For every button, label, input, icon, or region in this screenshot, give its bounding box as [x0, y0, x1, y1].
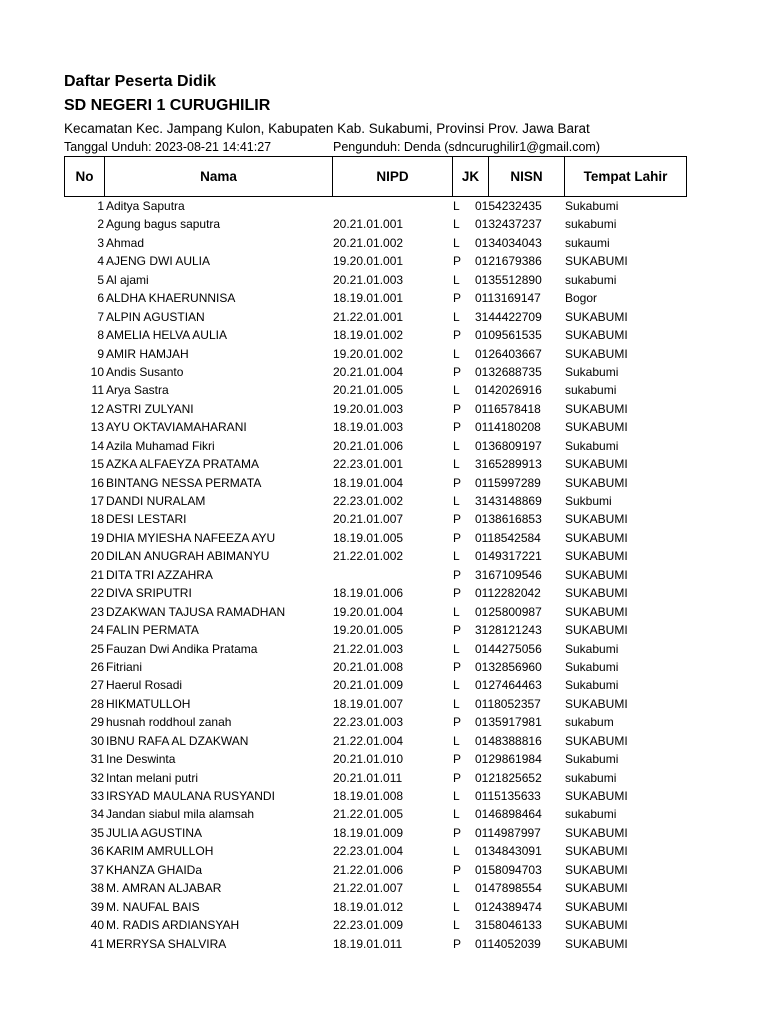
table-header — [64, 156, 687, 197]
cell-no: 2 — [97, 217, 104, 232]
cell-nama: AJENG DWI AULIA — [106, 254, 211, 269]
cell-jk: L — [453, 217, 460, 232]
cell-jk: L — [453, 844, 460, 859]
cell-nama: Jandan siabul mila alamsah — [106, 807, 255, 822]
table-body — [64, 197, 687, 953]
table-row — [64, 842, 687, 860]
cell-jk: P — [453, 623, 462, 638]
location-line: Kecamatan Kec. Jampang Kulon, Kabupaten Kab. Sukabumi, Provinsi Prov. Jawa Barat — [64, 121, 590, 136]
cell-no: 15 — [90, 457, 104, 472]
cell-nama: DITA TRI AZZAHRA — [106, 567, 213, 582]
cell-tempat-lahir: SUKABUMI — [565, 567, 628, 582]
table-row — [64, 695, 687, 713]
cell-no: 40 — [90, 918, 104, 933]
cell-nisn: 0129861984 — [475, 752, 542, 767]
cell-nipd: 20.21.01.001 — [333, 217, 404, 232]
cell-nama: FALIN PERMATA — [106, 623, 199, 638]
header-no: No — [65, 157, 105, 196]
cell-nipd: 18.19.01.008 — [333, 789, 404, 803]
cell-nipd: 18.19.01.005 — [333, 530, 404, 545]
cell-no: 7 — [97, 309, 104, 324]
table-row — [64, 805, 687, 823]
cell-jk: L — [453, 457, 460, 472]
cell-nisn: 0115135633 — [475, 789, 541, 803]
cell-no: 22 — [90, 586, 104, 601]
cell-nipd: 18.19.01.004 — [333, 475, 404, 490]
cell-tempat-lahir: SUKABUMI — [565, 309, 628, 324]
cell-nama: KARIM AMRULLOH — [106, 844, 214, 859]
cell-nipd: 22.23.01.004 — [333, 844, 404, 859]
table-row — [64, 824, 687, 842]
cell-nama: M. AMRAN ALJABAR — [106, 881, 222, 896]
table-row — [64, 787, 687, 805]
cell-nipd: 18.19.01.012 — [333, 899, 404, 914]
cell-jk: P — [453, 770, 462, 785]
cell-nisn: 0124389474 — [475, 899, 542, 914]
header-nipd: NIPD — [333, 157, 453, 196]
cell-no: 10 — [90, 364, 104, 379]
cell-nisn: 0132856960 — [475, 659, 542, 674]
cell-jk: L — [453, 881, 460, 896]
cell-nisn: 0114987997 — [475, 825, 541, 840]
cell-jk: L — [453, 789, 460, 803]
cell-tempat-lahir: SUKABUMI — [565, 696, 628, 711]
cell-jk: L — [453, 383, 460, 398]
cell-nipd: 21.22.01.003 — [333, 641, 404, 656]
cell-nisn: 0118542584 — [475, 530, 541, 545]
cell-nama: Agung bagus saputra — [106, 217, 221, 232]
cell-no: 21 — [90, 567, 104, 582]
cell-nipd: 22.23.01.003 — [333, 715, 404, 730]
cell-jk: L — [453, 346, 460, 361]
cell-nama: M. NAUFAL BAIS — [106, 899, 200, 914]
cell-nama: JULIA AGUSTINA — [106, 825, 203, 840]
cell-tempat-lahir: sukabum — [565, 715, 614, 730]
cell-jk: L — [453, 899, 460, 914]
cell-nama: AYU OKTAVIAMAHARANI — [106, 420, 247, 435]
cell-nama: Arya Sastra — [106, 383, 169, 398]
table-row — [64, 529, 687, 547]
cell-nama: MERRYSA SHALVIRA — [106, 936, 227, 951]
cell-nipd: 18.19.01.001 — [333, 291, 404, 306]
cell-no: 38 — [90, 881, 104, 896]
cell-tempat-lahir: Sukabumi — [565, 752, 619, 767]
table-row — [64, 732, 687, 750]
table-row — [64, 935, 687, 953]
cell-nama: husnah roddhoul zanah — [106, 715, 232, 730]
cell-nipd: 18.19.01.009 — [333, 825, 404, 840]
cell-nipd: 19.20.01.004 — [333, 604, 404, 619]
cell-nipd: 19.20.01.005 — [333, 623, 404, 638]
cell-nama: Ahmad — [106, 235, 145, 250]
cell-tempat-lahir: SUKABUMI — [565, 475, 628, 490]
cell-nipd: 20.21.01.002 — [333, 235, 404, 250]
cell-nisn: 3143148869 — [475, 494, 542, 508]
cell-tempat-lahir: SUKABUMI — [565, 401, 628, 416]
cell-tempat-lahir: SUKABUMI — [565, 604, 628, 619]
cell-nipd: 18.19.01.006 — [333, 586, 404, 601]
cell-nama: Azila Muhamad Fikri — [106, 438, 215, 453]
cell-nama: IRSYAD MAULANA RUSYANDI — [106, 789, 275, 803]
cell-nisn: 0121825652 — [475, 770, 542, 785]
cell-jk: P — [453, 254, 462, 269]
cell-nisn: 3165289913 — [475, 457, 542, 472]
cell-tempat-lahir: sukabumi — [565, 272, 617, 287]
cell-nipd: 20.21.01.008 — [333, 659, 404, 674]
cell-tempat-lahir: SUKABUMI — [565, 457, 628, 472]
cell-nisn: 0138616853 — [475, 512, 542, 527]
table-row — [64, 566, 687, 584]
download-date: Tanggal Unduh: 2023-08-21 14:41:27 — [64, 140, 272, 154]
cell-jk: P — [453, 752, 462, 767]
cell-jk: P — [453, 659, 462, 674]
table-row — [64, 271, 687, 289]
cell-tempat-lahir: SUKABUMI — [565, 254, 628, 269]
table-row — [64, 676, 687, 694]
cell-tempat-lahir: SUKABUMI — [565, 346, 628, 361]
table-row — [64, 603, 687, 621]
cell-no: 30 — [90, 733, 104, 748]
table-row — [64, 234, 687, 252]
cell-tempat-lahir: sukaumi — [565, 235, 610, 250]
cell-tempat-lahir: SUKABUMI — [565, 918, 628, 933]
header-nama: Nama — [105, 157, 333, 196]
cell-tempat-lahir: Sukbumi — [565, 494, 612, 508]
cell-nipd: 19.20.01.003 — [333, 401, 404, 416]
cell-no: 24 — [90, 623, 104, 638]
cell-jk: L — [453, 807, 460, 822]
cell-no: 17 — [90, 494, 104, 508]
table-row — [64, 713, 687, 731]
cell-nipd: 18.19.01.011 — [333, 936, 403, 951]
cell-tempat-lahir: sukabumi — [565, 770, 617, 785]
cell-nisn: 0109561535 — [475, 328, 542, 343]
cell-nipd: 20.21.01.003 — [333, 272, 404, 287]
cell-tempat-lahir: SUKABUMI — [565, 512, 628, 527]
cell-no: 19 — [90, 530, 104, 545]
cell-jk: L — [453, 494, 460, 508]
cell-nama: Aditya Saputra — [106, 199, 185, 213]
cell-jk: L — [453, 309, 460, 324]
cell-nisn: 3144422709 — [475, 309, 542, 324]
cell-jk: L — [453, 678, 460, 693]
cell-tempat-lahir: SUKABUMI — [565, 733, 628, 748]
table-row — [64, 492, 687, 510]
cell-jk: P — [453, 715, 462, 730]
cell-no: 34 — [90, 807, 104, 822]
cell-jk: L — [453, 696, 460, 711]
cell-jk: P — [453, 475, 462, 490]
cell-tempat-lahir: SUKABUMI — [565, 549, 628, 564]
cell-no: 25 — [90, 641, 104, 656]
cell-jk: P — [453, 586, 462, 601]
cell-jk: P — [453, 530, 462, 545]
cell-tempat-lahir: Sukabumi — [565, 199, 619, 213]
cell-nisn: 0121679386 — [475, 254, 542, 269]
header-tempat-lahir: Tempat Lahir — [583, 169, 668, 184]
cell-jk: P — [453, 420, 462, 435]
cell-tempat-lahir: SUKABUMI — [565, 530, 628, 545]
cell-no: 12 — [90, 401, 104, 416]
table-row — [64, 547, 687, 565]
cell-jk: P — [453, 512, 462, 527]
downloader: Pengunduh: Denda (sdncurughilir1@gmail.com) — [333, 140, 600, 154]
cell-nama: Haerul Rosadi — [106, 678, 183, 693]
cell-no: 11 — [91, 383, 104, 398]
table-row — [64, 326, 687, 344]
cell-nisn: 0142026916 — [475, 383, 542, 398]
cell-nipd: 20.21.01.007 — [333, 512, 404, 527]
cell-jk: L — [453, 549, 460, 564]
cell-jk: L — [453, 272, 460, 287]
table-row — [64, 381, 687, 399]
cell-nisn: 0132437237 — [475, 217, 542, 232]
cell-tempat-lahir: SUKABUMI — [565, 862, 628, 877]
cell-tempat-lahir: Sukabumi — [565, 438, 619, 453]
cell-jk: L — [453, 641, 460, 656]
cell-nisn: 0147898554 — [475, 881, 542, 896]
cell-nisn: 0114052039 — [475, 936, 541, 951]
table-row — [64, 861, 687, 879]
cell-nipd: 21.22.01.004 — [333, 733, 404, 748]
cell-tempat-lahir: SUKABUMI — [565, 623, 628, 638]
cell-tempat-lahir: SUKABUMI — [565, 899, 628, 914]
cell-nama: ALDHA KHAERUNNISA — [106, 291, 236, 306]
cell-tempat-lahir: Sukabumi — [565, 641, 619, 656]
cell-no: 29 — [90, 715, 104, 730]
cell-no: 31 — [90, 752, 104, 767]
table-row — [64, 308, 687, 326]
table-row — [64, 474, 687, 492]
cell-nisn: 0158094703 — [475, 862, 542, 877]
cell-jk: P — [453, 401, 462, 416]
cell-jk: L — [453, 733, 460, 748]
table-row — [64, 363, 687, 381]
cell-nama: ALPIN AGUSTIAN — [106, 309, 205, 324]
table-row — [64, 455, 687, 473]
cell-tempat-lahir: SUKABUMI — [565, 789, 628, 803]
table-row — [64, 879, 687, 897]
cell-nisn: 0132688735 — [475, 364, 542, 379]
cell-nipd: 18.19.01.002 — [333, 328, 404, 343]
cell-nipd: 20.21.01.011 — [333, 770, 403, 785]
cell-nisn: 0154232435 — [475, 199, 542, 213]
cell-jk: L — [453, 438, 460, 453]
header-jk: JK — [453, 157, 489, 196]
cell-nama: DIVA SRIPUTRI — [106, 586, 192, 601]
cell-nipd: 22.23.01.002 — [333, 494, 404, 508]
cell-nama: AMIR HAMJAH — [106, 346, 189, 361]
cell-nipd: 21.22.01.002 — [333, 549, 404, 564]
cell-no: 23 — [90, 604, 104, 619]
cell-nama: Ine Deswinta — [106, 752, 176, 767]
cell-no: 37 — [90, 862, 104, 877]
cell-nama: AZKA ALFAEYZA PRATAMA — [106, 457, 259, 472]
table-row — [64, 584, 687, 602]
cell-nipd: 18.19.01.003 — [333, 420, 404, 435]
cell-no: 28 — [90, 696, 104, 711]
cell-nisn: 0149317221 — [475, 549, 542, 564]
cell-jk: P — [453, 328, 462, 343]
cell-tempat-lahir: Sukabumi — [565, 659, 619, 674]
cell-no: 41 — [90, 936, 104, 951]
cell-no: 35 — [90, 825, 104, 840]
cell-nisn: 0116578418 — [475, 401, 541, 416]
cell-no: 14 — [90, 438, 104, 453]
cell-no: 18 — [90, 512, 104, 527]
cell-nipd: 20.21.01.010 — [333, 752, 404, 767]
cell-no: 9 — [97, 346, 104, 361]
cell-no: 20 — [90, 549, 104, 564]
table-row — [64, 510, 687, 528]
cell-nisn: 0135917981 — [475, 715, 542, 730]
cell-nisn: 0114180208 — [475, 420, 541, 435]
cell-nama: KHANZA GHAIDa — [106, 862, 203, 877]
cell-tempat-lahir: Bogor — [565, 291, 598, 306]
cell-nipd: 19.20.01.002 — [333, 346, 404, 361]
cell-nama: IBNU RAFA AL DZAKWAN — [106, 733, 249, 748]
cell-jk: L — [453, 604, 460, 619]
cell-nisn: 0113169147 — [475, 291, 541, 306]
table-row — [64, 437, 687, 455]
table-row — [64, 289, 687, 307]
table-row — [64, 252, 687, 270]
cell-no: 39 — [90, 899, 104, 914]
cell-nipd: 20.21.01.004 — [333, 364, 404, 379]
cell-nisn: 0125800987 — [475, 604, 542, 619]
cell-nipd: 21.22.01.005 — [333, 807, 404, 822]
cell-nisn: 0134843091 — [475, 844, 542, 859]
cell-nisn: 3158046133 — [475, 918, 542, 933]
table-row — [64, 640, 687, 658]
cell-nama: Fauzan Dwi Andika Pratama — [106, 641, 258, 656]
cell-nama: BINTANG NESSA PERMATA — [106, 475, 262, 490]
cell-tempat-lahir: SUKABUMI — [565, 328, 628, 343]
cell-jk: P — [453, 291, 462, 306]
cell-nisn: 0127464463 — [475, 678, 542, 693]
cell-jk: L — [453, 918, 460, 933]
cell-nipd: 19.20.01.001 — [333, 254, 404, 269]
cell-tempat-lahir: sukabumi — [565, 807, 617, 822]
cell-no: 4 — [97, 254, 104, 269]
cell-jk: P — [453, 364, 462, 379]
cell-nama: ASTRI ZULYANI — [106, 401, 194, 416]
cell-nisn: 0148388816 — [475, 733, 542, 748]
cell-nama: HIKMATULLOH — [106, 696, 191, 711]
header-nisn: NISN — [489, 157, 565, 196]
cell-nipd: 20.21.01.009 — [333, 678, 404, 693]
cell-jk: L — [453, 199, 460, 213]
table-row — [64, 898, 687, 916]
cell-no: 26 — [90, 659, 104, 674]
cell-no: 8 — [97, 328, 104, 343]
cell-nipd: 21.22.01.007 — [333, 881, 404, 896]
cell-nipd: 21.22.01.001 — [333, 309, 404, 324]
cell-jk: P — [453, 936, 462, 951]
cell-tempat-lahir: sukabumi — [565, 383, 617, 398]
cell-tempat-lahir: SUKABUMI — [565, 420, 628, 435]
document-title: Daftar Peserta Didik — [64, 73, 217, 90]
cell-nisn: 3167109546 — [475, 567, 542, 582]
cell-tempat-lahir: sukabumi — [565, 217, 617, 232]
cell-nipd: 20.21.01.005 — [333, 383, 404, 398]
table-row — [64, 197, 687, 215]
cell-tempat-lahir: Sukabumi — [565, 364, 619, 379]
cell-jk: P — [453, 825, 462, 840]
cell-nisn: 0118052357 — [475, 696, 541, 711]
table-row — [64, 750, 687, 768]
cell-nama: DILAN ANUGRAH ABIMANYU — [106, 549, 270, 564]
cell-no: 33 — [90, 789, 104, 803]
cell-tempat-lahir: SUKABUMI — [565, 825, 628, 840]
cell-nama: M. RADIS ARDIANSYAH — [106, 918, 240, 933]
table-row — [64, 345, 687, 363]
cell-nisn: 3128121243 — [475, 623, 542, 638]
table-row — [64, 400, 687, 418]
table-row — [64, 418, 687, 436]
cell-nipd: 18.19.01.007 — [333, 696, 404, 711]
cell-nisn: 0146898464 — [475, 807, 542, 822]
cell-no: 6 — [97, 291, 104, 306]
cell-nama: AMELIA HELVA AULIA — [106, 328, 227, 343]
cell-nama: Al ajami — [106, 272, 149, 287]
cell-no: 16 — [90, 475, 104, 490]
cell-nisn: 0136809197 — [475, 438, 542, 453]
cell-no: 32 — [90, 770, 104, 785]
cell-jk: P — [453, 567, 462, 582]
cell-nisn: 0115997289 — [475, 475, 541, 490]
table-row — [64, 916, 687, 934]
cell-no: 1 — [97, 199, 104, 213]
cell-nipd: 20.21.01.006 — [333, 438, 404, 453]
school-name: SD NEGERI 1 CURUGHILIR — [64, 97, 271, 114]
cell-nama: DANDI NURALAM — [106, 494, 206, 508]
cell-no: 36 — [90, 844, 104, 859]
cell-nama: DZAKWAN TAJUSA RAMADHAN — [106, 604, 286, 619]
cell-nipd: 21.22.01.006 — [333, 862, 404, 877]
cell-no: 3 — [97, 235, 104, 250]
cell-tempat-lahir: Sukabumi — [565, 678, 619, 693]
cell-nama: Andis Susanto — [106, 364, 184, 379]
table-row — [64, 215, 687, 233]
cell-no: 13 — [90, 420, 104, 435]
cell-nisn: 0112282042 — [475, 586, 541, 601]
cell-nisn: 0135512890 — [475, 272, 542, 287]
cell-tempat-lahir: SUKABUMI — [565, 881, 628, 896]
cell-jk: P — [453, 862, 462, 877]
cell-nisn: 0134034043 — [475, 235, 542, 250]
cell-nama: DESI LESTARI — [106, 512, 187, 527]
cell-nisn: 0126403667 — [475, 346, 542, 361]
cell-tempat-lahir: SUKABUMI — [565, 844, 628, 859]
cell-no: 27 — [90, 678, 104, 693]
cell-nama: DHIA MYIESHA NAFEEZA AYU — [106, 530, 276, 545]
cell-no: 5 — [97, 272, 104, 287]
cell-nipd: 22.23.01.001 — [333, 457, 404, 472]
cell-tempat-lahir: SUKABUMI — [565, 586, 628, 601]
table-row — [64, 769, 687, 787]
cell-nama: Fitriani — [106, 659, 143, 674]
table-row — [64, 658, 687, 676]
cell-jk: L — [453, 235, 460, 250]
cell-tempat-lahir: SUKABUMI — [565, 936, 628, 951]
cell-nisn: 0144275056 — [475, 641, 542, 656]
cell-nipd: 22.23.01.009 — [333, 918, 404, 933]
table-row — [64, 621, 687, 639]
cell-nama: Intan melani putri — [106, 770, 199, 785]
